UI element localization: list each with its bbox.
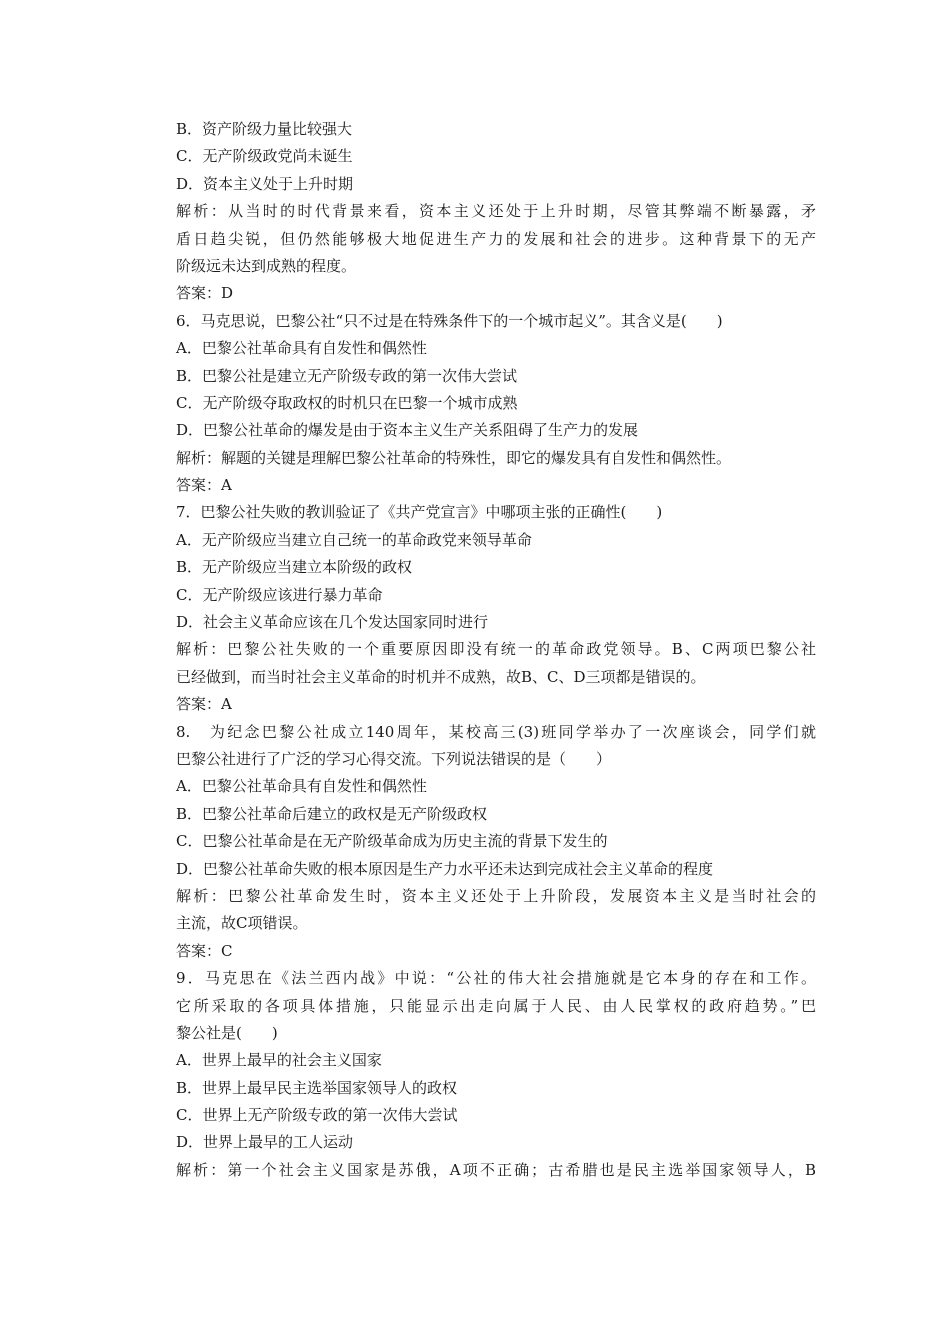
answer-line: 答案：A: [176, 695, 232, 714]
option-line: A．世界上最早的社会主义国家: [176, 1051, 382, 1070]
option-line: D．社会主义革命应该在几个发达国家同时进行: [176, 613, 489, 632]
question-line: 9．马克思在《法兰西内战》中说：“公社的伟大社会措施就是它本身的存在和工作。: [176, 969, 816, 988]
option-line: A．巴黎公社革命具有自发性和偶然性: [176, 777, 427, 796]
option-line: B．资产阶级力量比较强大: [176, 120, 353, 138]
option-line: B．无产阶级应当建立本阶级的政权: [176, 558, 413, 577]
option-line: A．无产阶级应当建立自己统一的革命政党来领导革命: [176, 530, 532, 549]
explanation-line: 解析：解题的关键是理解巴黎公社革命的特殊性，即它的爆发具有自发性和偶然性。: [176, 448, 732, 467]
explanation-line: 解析：从当时的时代背景来看，资本主义还处于上升时期，尽管其弊端不断暴露，矛: [176, 202, 816, 221]
option-line: C．无产阶级应该进行暴力革命: [176, 585, 383, 604]
explanation-line: 解析：巴黎公社革命发生时，资本主义还处于上升阶段，发展资本主义是当时社会的: [176, 886, 816, 905]
question-line: 8. 为纪念巴黎公社成立140周年，某校高三(3)班同学举办了一次座谈会，同学们就: [176, 722, 816, 741]
option-line: C．巴黎公社革命是在无产阶级革命成为历史主流的背景下发生的: [176, 832, 608, 851]
option-line: B．巴黎公社是建立无产阶级专政的第一次伟大尝试: [176, 366, 518, 385]
answer-line: 答案：C: [176, 941, 233, 960]
option-line: D．世界上最早的工人运动: [176, 1133, 354, 1152]
explanation-line: 主流，故C项错误。: [176, 914, 308, 933]
option-line: B．世界上最早民主选举国家领导人的政权: [176, 1078, 458, 1097]
document-page: [176, 116, 816, 1184]
explanation-line: 解析：巴黎公社失败的一个重要原因即没有统一的革命政党领导。B、C两项巴黎公社: [176, 640, 816, 659]
option-line: B．巴黎公社革命后建立的政权是无产阶级政权: [176, 804, 488, 823]
option-line: D．巴黎公社革命的爆发是由于资本主义生产关系阻碍了生产力的发展: [176, 421, 639, 440]
explanation-line: 已经做到，而当时社会主义革命的时机并不成熟，故B、C、D三项都是错误的。: [176, 667, 706, 686]
option-line: A．巴黎公社革命具有自发性和偶然性: [176, 339, 427, 358]
explanation-line: 解析：第一个社会主义国家是苏俄，A项不正确；古希腊也是民主选举国家领导人，B: [176, 1160, 816, 1179]
option-line: D．资本主义处于上升时期: [176, 174, 354, 193]
question-line: 黎公社是( ): [176, 1023, 278, 1042]
answer-line: 答案：A: [176, 476, 232, 495]
question-line: 6．马克思说，巴黎公社“只不过是在特殊条件下的一个城市起义”。其含义是( ): [176, 311, 723, 330]
explanation-line: 阶级远未达到成熟的程度。: [176, 256, 357, 275]
explanation-line: 盾日趋尖锐，但仍然能够极大地促进生产力的发展和社会的进步。这种背景下的无产: [176, 229, 816, 248]
question-line: 巴黎公社进行了广泛的学习心得交流。下列说法错误的是（ ）: [176, 749, 612, 768]
option-line: C．世界上无产阶级专政的第一次伟大尝试: [176, 1106, 458, 1125]
question-line: 它所采取的各项具体措施，只能显示出走向属于人民、由人民掌权的政府趋势。”巴: [176, 996, 816, 1015]
answer-line: 答案：D: [176, 284, 234, 303]
option-line: D．巴黎公社革命失败的根本原因是生产力水平还未达到完成社会主义革命的程度: [176, 859, 714, 878]
option-line: C．无产阶级政党尚未诞生: [176, 147, 353, 166]
question-line: 7．巴黎公社失败的教训验证了《共产党宣言》中哪项主张的正确性( ): [176, 503, 663, 522]
option-line: C．无产阶级夺取政权的时机只在巴黎一个城市成熟: [176, 393, 518, 412]
